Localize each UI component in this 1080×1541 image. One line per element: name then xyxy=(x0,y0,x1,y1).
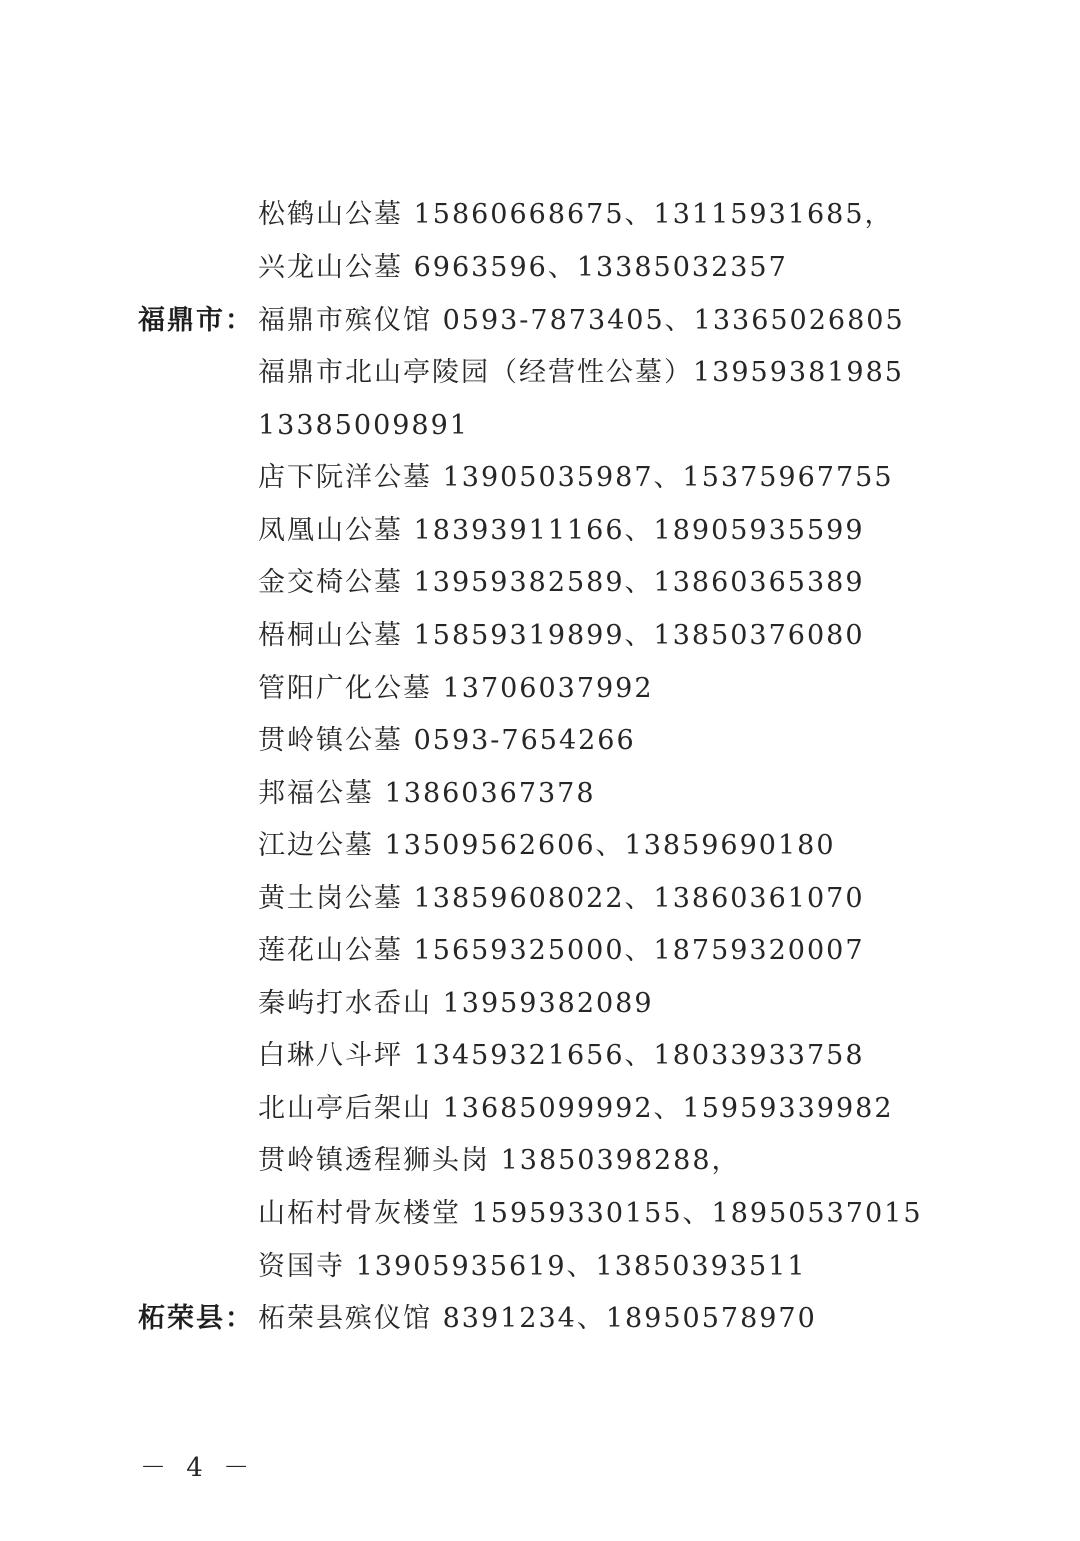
region-label-fuding: 福鼎市： xyxy=(138,305,254,336)
listing-line: 柘荣县殡仪馆 8391234、18950578970 xyxy=(258,1303,817,1334)
listing-line: 北山亭后架山 13685099992、15959339982 xyxy=(258,1093,894,1124)
listing-line: 金交椅公墓 13959382589、13860365389 xyxy=(258,567,865,598)
listing-line: 松鹤山公墓 15860668675、13115931685， xyxy=(258,199,894,230)
listing-line: 白琳八斗坪 13459321656、18033933758 xyxy=(258,1040,865,1071)
listing-line: 江边公墓 13509562606、13859690180 xyxy=(258,830,836,861)
listing-line: 贯岭镇公墓 0593-7654266 xyxy=(258,725,636,756)
listing-line: 黄土岗公墓 13859608022、13860361070 xyxy=(258,883,865,914)
listing-line: 兴龙山公墓 6963596、13385032357 xyxy=(258,252,788,283)
listing-line: 管阳广化公墓 13706037992 xyxy=(258,673,654,704)
listing-line: 梧桐山公墓 15859319899、13850376080 xyxy=(258,620,865,651)
region-label-zherong: 柘荣县： xyxy=(138,1303,254,1334)
listing-line: 秦屿打水岙山 13959382089 xyxy=(258,988,654,1019)
listing-line: 贯岭镇透程狮头岗 13850398288， xyxy=(258,1145,741,1176)
listing-line: 山柘村骨灰楼堂 15959330155、18950537015 xyxy=(258,1198,923,1229)
listing-line: 凤凰山公墓 18393911166、18905935599 xyxy=(258,515,865,546)
listing-line: 福鼎市北山亭陵园（经营性公墓）13959381985 xyxy=(258,357,904,388)
listing-line: 莲花山公墓 15659325000、18759320007 xyxy=(258,935,865,966)
listing-line: 13385009891 xyxy=(258,410,469,441)
page-number: － 4 － xyxy=(140,1453,256,1483)
listing-line: 福鼎市殡仪馆 0593-7873405、13365026805 xyxy=(258,305,905,336)
listing-line: 邦福公墓 13860367378 xyxy=(258,778,596,809)
listing-line: 资国寺 13905935619、13850393511 xyxy=(258,1251,807,1282)
listing-line: 店下阮洋公墓 13905035987、15375967755 xyxy=(258,462,894,493)
